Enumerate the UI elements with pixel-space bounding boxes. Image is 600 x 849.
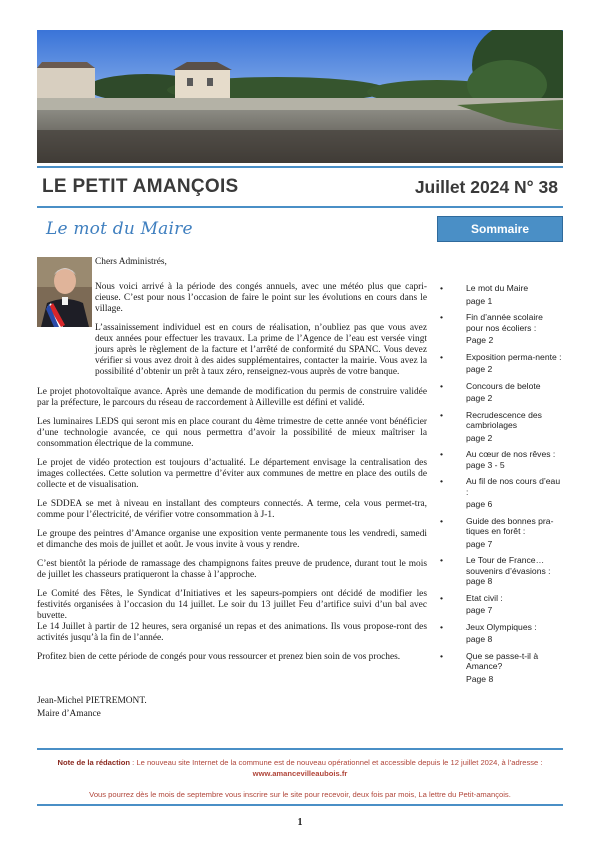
mayor-photo — [37, 257, 92, 327]
letter-paragraph: Nous voici arrivé à la période des congés annuels, avec une météo plus que capri-cieuse. C’est pour nous l’occasion de faire le point sur les évolutions en cours dans le village. — [95, 282, 427, 314]
section-title: Le mot du Maire — [46, 219, 193, 239]
toc-page: Page 2 — [466, 335, 494, 345]
signature-name: Jean-Michel PIETREMONT. — [37, 696, 147, 706]
note-text: : Le nouveau site Internet de la commune est de nouveau opérationnel et accessible depuis le 12 juillet 2024, à l’adresse : — [130, 758, 543, 767]
toc-item[interactable] — [440, 593, 562, 604]
toc-page: page 2 — [466, 393, 493, 403]
toc-item[interactable] — [440, 651, 562, 672]
editor-note-line1 — [37, 757, 563, 779]
bullet: • — [440, 621, 444, 632]
toc-page: page 7 — [466, 538, 493, 549]
letter-paragraph: Profitez bien de cette période de congés pour vous ressourcer et prenez bien soin de vos proches. — [37, 652, 401, 662]
toc-label: Le mot du Maire — [466, 283, 529, 293]
toc-label: Que se passe-t-il à Amance? — [466, 650, 539, 671]
toc-page: page 6 — [466, 499, 493, 509]
toc-label: Fin d’année scolaire pour nos écoliers : — [466, 312, 543, 333]
mayor-letter — [95, 257, 427, 386]
header-top-rule — [37, 166, 563, 168]
letter-paragraph: Le projet photovoltaïque avance. Après une demande de modification du permis de construire validée par la préfecture, le parcours du réseau de raccordement à Ailleville est défini et validé. — [37, 387, 427, 408]
bullet: • — [440, 283, 444, 293]
toc-label: Au cœur de nos rêves : page 3 - 5 — [466, 449, 556, 470]
table-of-contents — [440, 283, 562, 690]
letter-paragraph: L’assainissement individuel est en cours de réalisation, n’oubliez pas que vous avez deux années pour effectuer les travaux. La prime de l’Agence de l’eau est versée vingt jours après le règlement de la facture et l’arrêté de conformité du SPANC. Vous devez vérifier si vous avez droit à des aides supplémentaires, contacter la mairie. Vous avez la possibilité d’obtenir un prêt à taux zéro, renseignez-vous auprès de votre banque. — [95, 323, 427, 377]
letter-paragraph: Le Comité des Fêtes, le Syndicat d’Initiatives et les sapeurs-pompiers ont décidé de modifier les festivités organisées à l’occasion du 14 juillet. Le soir du 13 juillet Feu d’artifice suivi d’un bal avec buvette. — [37, 589, 427, 621]
letter-paragraph: Le groupe des peintres d’Amance organise une exposition vente permanente tous les vendredi, samedi et dimanche des mois de juillet et août. Je vous invite à vous y rendre. — [37, 529, 427, 550]
toc-label: Exposition perma-nente : — [466, 351, 562, 362]
bullet: • — [440, 650, 444, 661]
editor-note-line2: Vous pourrez dès le mois de septembre vous inscrire sur le site pour recevoir, deux fois par mois, La lettre du Petit-amançois. — [89, 790, 511, 799]
toc-page: page 2 — [466, 432, 493, 443]
bullet: • — [440, 409, 444, 420]
bullet: • — [440, 380, 444, 391]
toc-page: page 1 — [466, 295, 493, 306]
bullet: • — [440, 592, 444, 603]
toc-label: Etat civil : — [466, 592, 503, 603]
toc-item[interactable] — [440, 516, 562, 537]
toc-label: Guide des bonnes pra-tiques en forêt : — [466, 515, 554, 536]
letter-paragraph: Le 14 Juillet à partir de 12 heures, sera organisé un repas et des animations. Ils vous propose-ront des activités jusqu’à la fin de l’année. — [37, 622, 427, 643]
sommaire-header: Sommaire — [437, 216, 563, 242]
letter-paragraph: Les luminaires LEDS qui seront mis en place courant du 4ème trimestre de cette année vont bénéficier d’une technologie avancée, ce qui nous permettra d’avoir la possibilité de mieux maîtriser la consommation électrique de la commune. — [37, 417, 427, 449]
bullet: • — [440, 449, 444, 459]
signature — [37, 695, 147, 721]
bullet: • — [440, 476, 444, 486]
mayor-letter-continued — [37, 387, 427, 671]
note-label: Note de la rédaction — [57, 758, 131, 767]
toc-item[interactable] — [440, 410, 562, 431]
toc-label: Au fil de nos cours d’eau : — [466, 476, 561, 497]
toc-page: page 7 — [466, 605, 493, 615]
website-link[interactable]: www.amancevilleaubois.fr — [252, 769, 348, 778]
toc-label: Recrudescence des cambriolages — [466, 409, 542, 430]
letter-greeting: Chers Administrés, — [95, 257, 167, 267]
toc-item[interactable] — [440, 381, 562, 392]
toc-page: page 2 — [466, 364, 493, 374]
signature-role: Maire d’Amance — [37, 709, 101, 719]
newsletter-title: LE PETIT AMANÇOIS — [42, 176, 239, 197]
toc-item[interactable] — [440, 622, 562, 633]
issue-label: Juillet 2024 N° 38 — [414, 177, 558, 197]
letter-paragraph: Le projet de vidéo protection est toujours d’actualité. Le département envisage la centralisation des images collectées. Cette solution va permettre d’éviter aux communes de mettre en place des outils de collecte et de visualisation. — [37, 458, 427, 490]
toc-label: Concours de belote — [466, 380, 541, 391]
toc-item[interactable] — [440, 312, 562, 333]
toc-item[interactable] — [440, 476, 562, 497]
toc-item[interactable] — [440, 449, 562, 470]
header-bottom-rule — [37, 206, 563, 208]
footer-bottom-rule — [37, 804, 563, 806]
toc-label: Jeux Olympiques : — [466, 621, 537, 632]
bullet: • — [440, 312, 444, 322]
bullet: • — [440, 515, 444, 526]
bullet: • — [440, 351, 444, 362]
toc-page: page 8 — [466, 634, 493, 644]
toc-page: Page 8 — [466, 673, 494, 684]
toc-item[interactable] — [440, 283, 562, 294]
banner-photo — [37, 30, 563, 163]
letter-paragraph: C’est bientôt la période de ramassage des champignons faites preuve de prudence, durant tout le mois de juillet les chasseurs pratiqueront la chasse à l’approche. — [37, 559, 427, 580]
toc-item[interactable] — [440, 555, 562, 587]
bullet: • — [440, 555, 444, 565]
letter-paragraph: Le SDDEA se met à niveau en installant des compteurs connectés. A terme, cela vous permet-tra, comme pour l’électricité, de vérifier votre consommation à J-1. — [37, 499, 427, 520]
page-number: 1 — [297, 817, 303, 828]
toc-item[interactable] — [440, 352, 562, 363]
toc-label: Le Tour de France… souvenirs d’évasions : page 8 — [466, 555, 551, 586]
editor-note — [37, 757, 563, 800]
footer-top-rule — [37, 748, 563, 750]
